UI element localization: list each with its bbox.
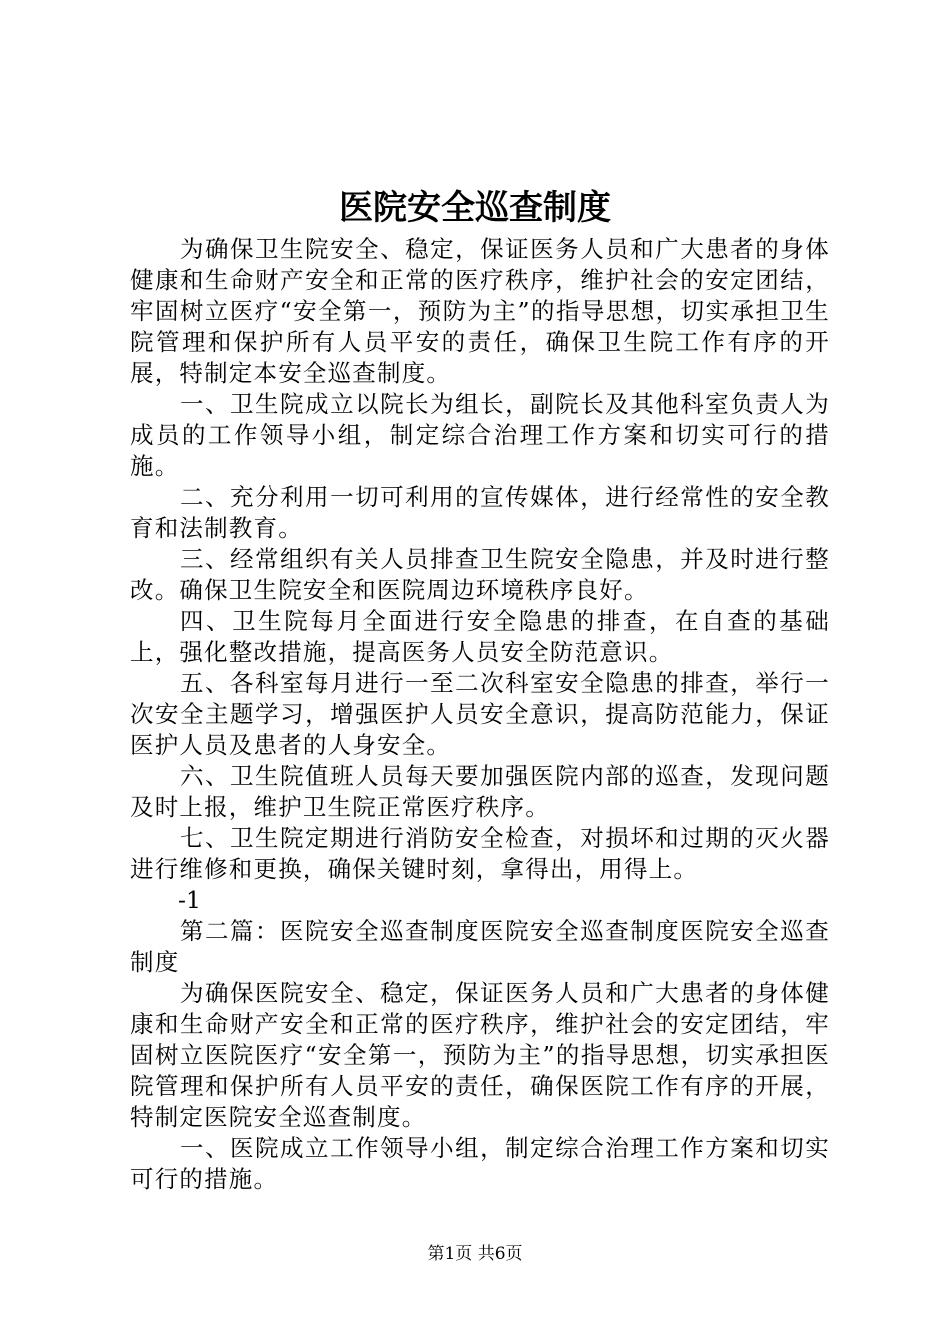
paragraph-item-4: 四、卫生院每月全面进行安全隐患的排查，在自查的基础上，强化整改措施，提高医务人员安全防范意识。 [130, 607, 830, 666]
section-two-intro: 为确保医院安全、稳定，保证医务人员和广大患者的身体健康和生命财产安全和正常的医疗秩序，维护社会的安定团结，牢固树立医院医疗“安全第一，预防为主”的指导思想，切实承担医院管理和保护所有人员平安的责任，确保医院工作有序的开展，特制定医院安全巡查制度。 [130, 979, 830, 1131]
paragraph-item-5: 五、各科室每月进行一至二次科室安全隐患的排查，举行一次安全主题学习，增强医护人员安全意识，提高防范能力，保证医护人员及患者的人身安全。 [130, 669, 830, 759]
section-two-heading: 第二篇：医院安全巡查制度医院安全巡查制度医院安全巡查制度 [130, 917, 830, 976]
paragraph-item-3: 三、经常组织有关人员排查卫生院安全隐患，并及时进行整改。确保卫生院安全和医院周边环境秩序良好。 [130, 545, 830, 604]
page-mark: -1 [178, 886, 201, 914]
paragraph-intro: 为确保卫生院安全、稳定，保证医务人员和广大患者的身体健康和生命财产安全和正常的医疗秩序，维护社会的安定团结，牢固树立医疗“安全第一，预防为主”的指导思想，切实承担卫生院管理和保护所有人员平安的责任，确保卫生院工作有序的开展，特制定本安全巡查制度。 [130, 235, 830, 387]
paragraph-item-1: 一、卫生院成立以院长为组长，副院长及其他科室负责人为成员的工作领导小组，制定综合治理工作方案和切实可行的措施。 [130, 390, 830, 480]
paragraph-item-7: 七、卫生院定期进行消防安全检查，对损坏和过期的灭火器进行维修和更换，确保关键时刻，拿得出，用得上。 [130, 824, 830, 883]
document-body [130, 234, 830, 1195]
paragraph-item-6: 六、卫生院值班人员每天要加强医院内部的巡查，发现问题及时上报，维护卫生院正常医疗秩序。 [130, 762, 830, 821]
document-title: 医院安全巡查制度 [339, 188, 611, 228]
paragraph-item-2: 二、充分利用一切可利用的宣传媒体，进行经常性的安全教育和法制教育。 [130, 483, 830, 542]
section-two-item-1: 一、医院成立工作领导小组，制定综合治理工作方案和切实可行的措施。 [130, 1134, 830, 1193]
page-footer: 第1页 共6页 [427, 1244, 523, 1264]
